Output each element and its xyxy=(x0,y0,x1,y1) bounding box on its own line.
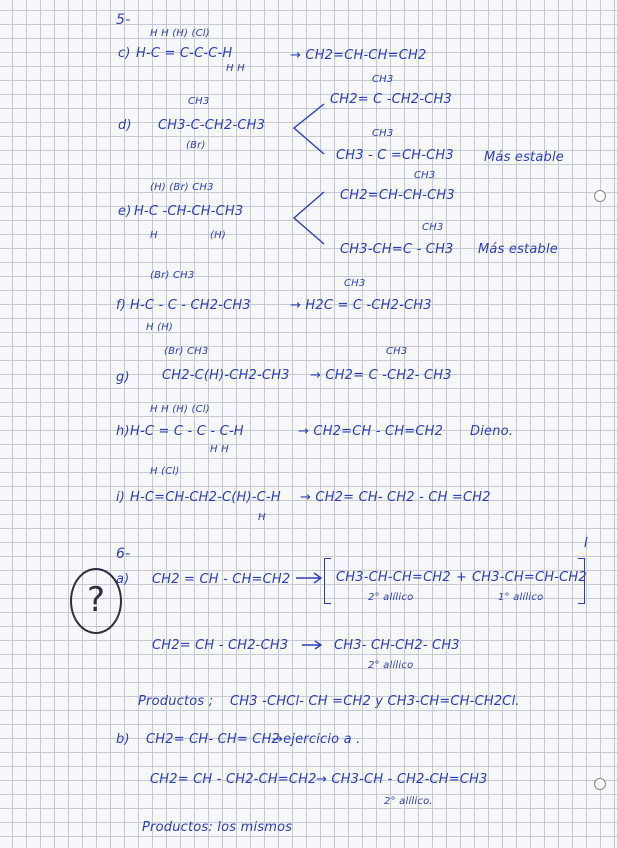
c-label: c) xyxy=(118,46,131,61)
d-reactant-bottom: (Br) xyxy=(186,140,206,151)
fork-arrow xyxy=(288,188,328,250)
b-reactant: CH2= CH- CH= CH2 xyxy=(146,732,281,747)
c-reactant-bottom: H H xyxy=(226,63,245,74)
bracket-right xyxy=(578,558,585,604)
c-reactant-top: H H (H) (Cl) xyxy=(150,28,210,39)
e-product1-top: CH3 xyxy=(414,170,436,181)
a-line2-reactant: CH2= CH - CH2-CH3 xyxy=(152,638,289,653)
i-label: i) xyxy=(116,490,126,505)
b-line2-product: → CH3-CH - CH2-CH=CH3 xyxy=(316,772,488,787)
f-reactant: H-C - C - CH2-CH3 xyxy=(130,298,251,313)
arrow-icon xyxy=(300,638,324,652)
b-line2-note: 2° alílico. xyxy=(384,796,433,807)
e-label: e) xyxy=(118,204,132,219)
e-reactant: H-C -CH-CH-CH3 xyxy=(134,204,244,219)
e-reactant-bottom-right: (H) xyxy=(210,230,226,241)
d-product2: CH3 - C =CH-CH3 xyxy=(336,148,454,163)
a-line2-note: 2° alílico xyxy=(368,660,414,671)
c-reactant: H-C = C-C-C-H xyxy=(136,46,233,61)
d-product2-top: CH3 xyxy=(372,128,394,139)
a-label: a) xyxy=(116,572,130,587)
d-reactant-top: CH3 xyxy=(188,96,210,107)
fork-arrow xyxy=(288,100,328,160)
g-reactant: CH2-C(H)-CH2-CH3 xyxy=(162,368,290,383)
g-product: → CH2= C -CH2- CH3 xyxy=(310,368,452,383)
h-reactant-top: H H (H) (Cl) xyxy=(150,404,210,415)
a-reactant: CH2 = CH - CH=CH2 xyxy=(152,572,291,587)
i-reactant-top: H (Cl) xyxy=(150,466,180,477)
d-note: Más estable xyxy=(484,150,564,165)
h-reactant-bottom: H H xyxy=(210,444,229,455)
i-reactant-bottom: H xyxy=(258,512,266,523)
arrow-icon xyxy=(294,570,324,586)
d-product1-top: CH3 xyxy=(372,74,394,85)
h-reactant: H-C = C - C - C-H xyxy=(130,424,244,439)
f-reactant-top: (Br) CH3 xyxy=(150,270,195,281)
e-note: Más estable xyxy=(478,242,558,257)
punch-hole xyxy=(594,778,606,790)
d-product1: CH2= C -CH2-CH3 xyxy=(330,92,452,107)
f-product-top: CH3 xyxy=(344,278,366,289)
punch-hole xyxy=(594,190,606,202)
a-resonance2: CH3-CH=CH-CH2 xyxy=(472,570,587,585)
e-product2: CH3-CH=C - CH3 xyxy=(340,242,454,257)
g-product-top: CH3 xyxy=(386,346,408,357)
a-products-label: Productos ; xyxy=(138,694,214,709)
question-mark-symbol: ? xyxy=(70,568,122,634)
f-product: → H2C = C -CH2-CH3 xyxy=(290,298,432,313)
i-reactant: H-C=CH-CH2-C(H)-C-H xyxy=(130,490,281,505)
a-resonance1: CH3-CH-CH=CH2 xyxy=(336,570,451,585)
h-product: → CH2=CH - CH=CH2 xyxy=(298,424,444,439)
b-products: Productos: los mismos xyxy=(142,820,293,835)
g-reactant-top: (Br) CH3 xyxy=(164,346,209,357)
e-product2-top: CH3 xyxy=(422,222,444,233)
corner-mark: I xyxy=(584,536,589,551)
a-resonance2-note: 1° alílico xyxy=(498,592,544,603)
e-reactant-top: (H) (Br) CH3 xyxy=(150,182,214,193)
e-product1: CH2=CH-CH-CH3 xyxy=(340,188,455,203)
i-product: → CH2= CH- CH2 - CH =CH2 xyxy=(300,490,491,505)
a-plus: + xyxy=(456,570,468,585)
a-resonance1-note: 2° alílico xyxy=(368,592,414,603)
h-note: Dieno. xyxy=(470,424,514,439)
e-reactant-bottom-left: H xyxy=(150,230,158,241)
b-ref: →ejercicio a . xyxy=(272,732,361,747)
c-product: → CH2=CH-CH=CH2 xyxy=(290,48,427,63)
g-label: g) xyxy=(116,370,130,385)
d-reactant: CH3-C-CH2-CH3 xyxy=(158,118,266,133)
b-line2-reactant: CH2= CH - CH2-CH=CH2 xyxy=(150,772,317,787)
h-label: h) xyxy=(116,424,130,439)
section-number: 6- xyxy=(116,546,131,562)
a-products: CH3 -CHCl- CH =CH2 y CH3-CH=CH-CH2Cl. xyxy=(230,694,520,709)
d-label: d) xyxy=(118,118,132,133)
a-line2-product: CH3- CH-CH2- CH3 xyxy=(334,638,460,653)
b-label: b) xyxy=(116,732,130,747)
f-reactant-bottom: H (H) xyxy=(146,322,174,333)
section-number: 5- xyxy=(116,12,131,28)
f-label: f) xyxy=(116,298,127,313)
bracket-left xyxy=(324,558,331,604)
